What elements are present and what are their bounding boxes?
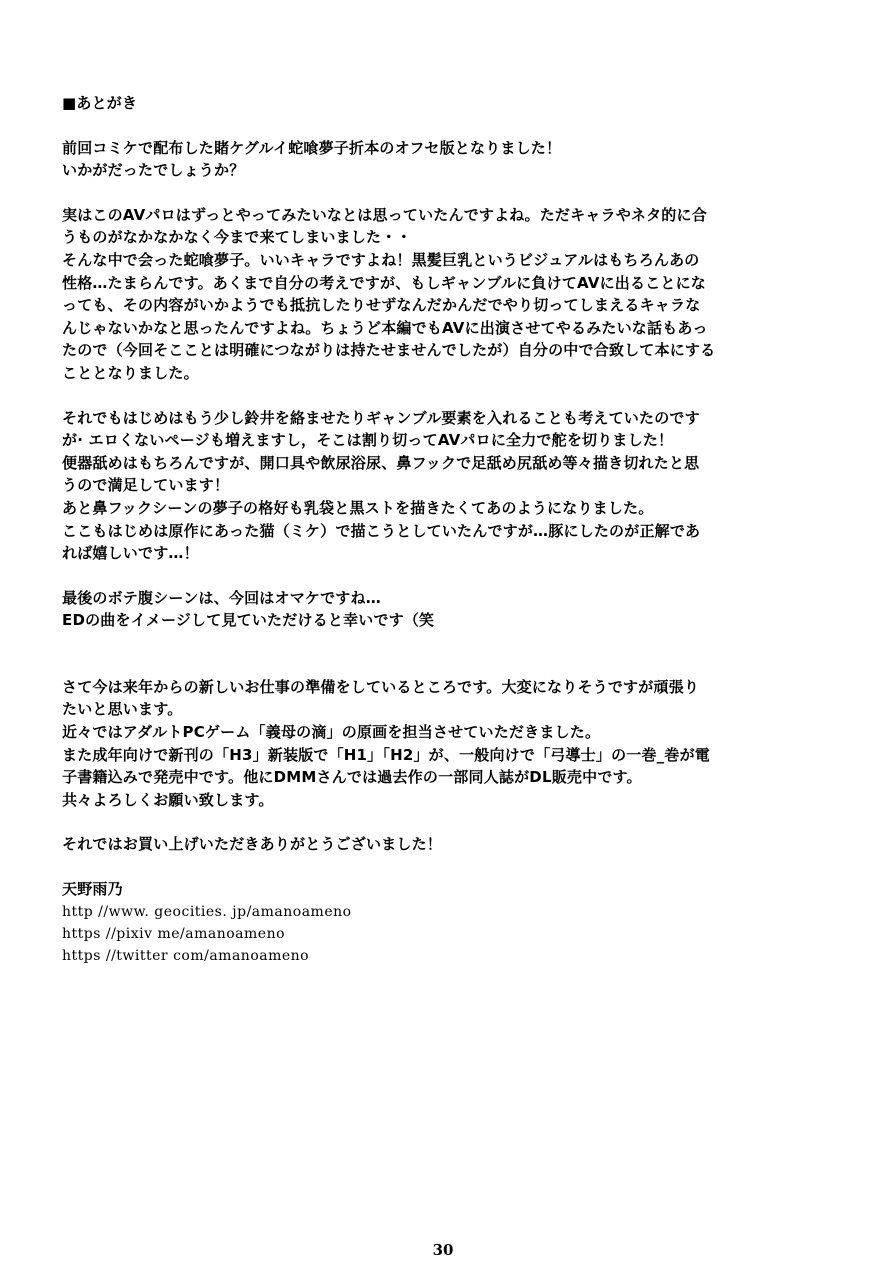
text-line: 子書籍込みで発売中です。他にDMMさんでは過去作の一部同人誌がDL販売中です。 bbox=[62, 768, 642, 787]
text-line: 実はこのAVパロはずっとやってみたいなとは思っていたんですよね。ただキャラやネタ的に合 bbox=[62, 205, 707, 224]
text-line: いかがだったでしょうか？ bbox=[62, 161, 245, 180]
text-line: また成年向けで新刊の「H3」新装版で「H1」「H2」が、一般向けで「弓導士」の一巻_巻が電 bbox=[62, 745, 710, 764]
text-line: こととなりました。 bbox=[62, 363, 199, 382]
paragraph-announcements bbox=[62, 676, 842, 812]
text-line: うものがなかなかなく今まで来てしまいました・・ bbox=[62, 228, 412, 247]
paragraph-final-scene bbox=[62, 587, 842, 632]
text-line: たいと思います。 bbox=[62, 700, 183, 719]
text-line: れば嬉しいです…！ bbox=[62, 544, 199, 563]
author-name: 天野雨乃 bbox=[62, 880, 123, 899]
text-line: 便器舐めはもちろんですが、開口具や飲尿浴尿、鼻フックで足舐め尻舐め等々描き切れたと思 bbox=[62, 453, 700, 472]
text-line: あと鼻フックシーンの夢子の格好も乳袋と黒ストを描きたくてあのようになりました。 bbox=[62, 498, 654, 517]
paragraph-thanks bbox=[62, 833, 842, 856]
author-links bbox=[62, 901, 842, 967]
text-line: さて今は来年からの新しいお仕事の準備をしているところです。大変になりそうですが頑張り bbox=[62, 677, 700, 696]
pixiv-url: https //pixiv me/amanoameno bbox=[62, 925, 286, 942]
text-line: 近々ではアダルトPCゲーム「義母の滴」の原画を担当させていただきました。 bbox=[62, 723, 601, 742]
text-line: が· エロくないページも増えますし，そこは割り切ってAVパロに全力で舵を切りました！ bbox=[62, 431, 674, 450]
text-line: 性格…たまらんです。あくまで自分の考えですが、もしギャンブルに負けてAVに出ることにな bbox=[62, 273, 707, 292]
text-line: うので満足しています！ bbox=[62, 476, 230, 495]
text-line: そんな中で会った蛇喰夢子。いいキャラですよね！黒髪巨乳というビジュアルはもちろんあの bbox=[62, 250, 700, 269]
text-line: っても、その内容がいかようでも抵抗したりせずなんだかんだでやり切ってしまえるキャラな bbox=[62, 296, 701, 315]
text-line: たので（今回そこことは明確につながりは持たせませんでしたが）自分の中で合致して本にする bbox=[62, 341, 716, 360]
website-url: http //www. geocities. jp/amanoameno bbox=[62, 903, 352, 920]
twitter-url: https //twitter com/amanoameno bbox=[62, 947, 310, 964]
text-line: 最後のボテ腹シーンは、今回はオマケですね… bbox=[62, 588, 381, 607]
paragraph-intro bbox=[62, 137, 842, 182]
text-line: EDの曲をイメージして見ていただけると幸いです（笑 bbox=[62, 611, 435, 630]
page-number: 30 bbox=[432, 1241, 454, 1259]
text-line: 前回コミケで配布した賭ケグルイ蛇喰夢子折本のオフセ版となりました！ bbox=[62, 138, 562, 157]
text-line: 共々よろしくお願い致します。 bbox=[62, 790, 274, 809]
text-line: それでもはじめはもう少し鈴井を絡ませたりギャンブル要素を入れることも考えていたのです bbox=[62, 408, 700, 427]
paragraph-av-parody bbox=[62, 204, 842, 385]
text-line: それではお買い上げいただきありがとうございました！ bbox=[62, 835, 443, 854]
afterword-heading: ■あとがき bbox=[62, 94, 138, 112]
afterword-body bbox=[62, 92, 842, 967]
text-line: んじゃないかなと思ったんですよね。ちょうど本編でもAVに出演させてやるみたいな話もあっ bbox=[62, 318, 708, 337]
text-line: ここもはじめは原作にあった猫（ミケ）で描こうとしていたんですが…豚にしたのが正解であ bbox=[62, 521, 701, 540]
paragraph-content-notes bbox=[62, 407, 842, 565]
